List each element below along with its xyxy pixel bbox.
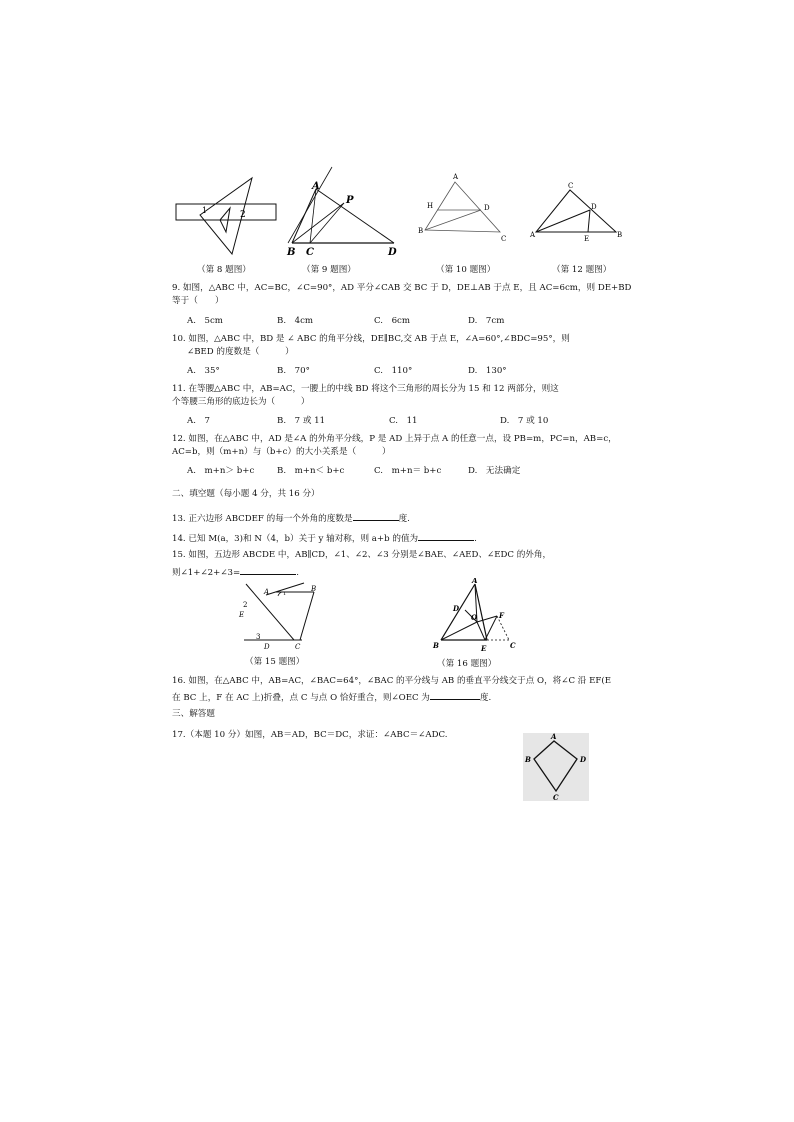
fig9-label-C: C — [306, 247, 314, 258]
fig16-label-D: D — [453, 604, 460, 613]
fig16-label-F: F — [499, 611, 504, 620]
q12-option-c: C. m+n＝ b+c — [374, 466, 442, 476]
q9-option-d: D. 7cm — [468, 316, 505, 326]
q12-option-b: B. m+n＜ b+c — [277, 466, 345, 476]
figure-12 — [528, 180, 628, 245]
q15-line1: 15. 如图，五边形 ABCDE 中，AB∥CD，∠1、∠2、∠3 分别是∠BAE、∠AED、∠EDC 的外角， — [172, 550, 552, 560]
q15-text: 则∠1+∠2+∠3= — [172, 568, 241, 578]
q9-option-b: B. 4cm — [277, 316, 314, 326]
q13-tail: 度. — [398, 514, 410, 524]
fig17-label-B: B — [525, 755, 531, 764]
q10-line2: ∠BED 的度数是（ ） — [187, 347, 294, 357]
q13-text: 13. 正六边形 ABCDEF 的每一个外角的度数是 — [172, 514, 353, 524]
figure-8 — [170, 170, 280, 260]
q14 — [172, 531, 477, 545]
q11-option-a: A. 7 — [187, 416, 210, 426]
q16-line1: 16. 如图，在△ABC 中，AB=AC，∠BAC=64°，∠BAC 的平分线与 AB 的垂直平分线交于点 O，将∠C 沿 EF(E — [172, 676, 611, 686]
q17: 17.（本题 10 分）如图，AB＝AD，BC＝DC，求证：∠ABC＝∠ADC. — [172, 730, 448, 740]
q9-line2: 等于（ ） — [172, 296, 224, 306]
q12-line2: AC=b，则（m+n）与（b+c）的大小关系是（ ） — [172, 447, 391, 457]
q10-option-a: A. 35° — [187, 366, 220, 376]
caption-fig12: （第 12 题图） — [552, 265, 612, 275]
q14-blank — [418, 531, 474, 541]
q13 — [172, 511, 410, 525]
q10-line1: 10. 如图，△ABC 中，BD 是 ∠ ABC 的角平分线，DE∥BC,交 AB 于点 E，∠A=60°,∠BDC=95°，则 — [172, 334, 570, 344]
figure-9 — [282, 165, 407, 260]
fig9-label-P: P — [346, 195, 354, 206]
q12-option-a: A. m+n＞ b+c — [187, 466, 255, 476]
fig12-label-D: D — [591, 203, 597, 211]
caption-fig15: （第 15 题图） — [245, 657, 305, 667]
fig15-label-E: E — [239, 611, 245, 619]
fig10-label-C: C — [501, 235, 507, 243]
caption-fig10: （第 10 题图） — [436, 265, 496, 275]
q9-option-a: A. 5cm — [187, 316, 223, 326]
q16-text: 在 BC 上，F 在 AC 上)折叠，点 C 与点 O 恰好重合，则∠OEC 为 — [172, 693, 430, 703]
q16-tail: 度. — [479, 693, 492, 703]
fig10-label-H: H — [427, 202, 434, 210]
fig9-label-A: A — [312, 181, 320, 192]
q10-option-d: D. 130° — [468, 366, 507, 376]
q15-tail: . — [296, 568, 299, 578]
fig17-label-A: A — [551, 733, 557, 741]
fig8-label-1: 1 — [202, 206, 208, 215]
q16-line2 — [172, 690, 491, 704]
fig15-label-A: A — [264, 588, 270, 596]
fig17-label-D: D — [580, 755, 587, 764]
caption-fig16: （第 16 题图） — [437, 659, 497, 669]
fig15-label-C: C — [295, 643, 301, 651]
fig15-label-B: B — [311, 585, 317, 593]
figure-16 — [425, 578, 535, 656]
fig15-label-D: D — [264, 643, 270, 651]
fig12-label-E: E — [584, 235, 590, 243]
q10-option-b: B. 70° — [277, 366, 310, 376]
fig9-label-B: B — [287, 247, 296, 258]
section2-heading: 二、填空题（每小题 4 分，共 16 分） — [172, 489, 320, 499]
fig12-label-A: A — [530, 231, 536, 239]
q14-text: 14. 已知 M(a，3)和 N（4，b）关于 y 轴对称，则 a+b 的值为 — [172, 534, 419, 544]
q10-option-c: C. 110° — [374, 366, 413, 376]
fig9-label-D: D — [388, 247, 397, 258]
fig16-label-B: B — [433, 641, 439, 650]
fig12-label-C: C — [568, 182, 574, 190]
q12-line1: 12. 如图，在△ABC 中，AD 是∠A 的外角平分线，P 是 AD 上异于点 A 的任意一点，设 PB=m，PC=n，AB=c， — [172, 434, 617, 444]
q15-blank — [240, 565, 296, 575]
q11-line2: 个等腰三角形的底边长为（ ） — [172, 397, 310, 407]
q13-blank — [353, 511, 399, 521]
q11-option-c: C. 11 — [389, 416, 418, 426]
fig16-label-O: O — [471, 613, 478, 622]
fig17-label-C: C — [553, 793, 559, 801]
caption-fig8: （第 8 题图） — [197, 265, 251, 275]
fig15-label-2: 2 — [243, 601, 248, 609]
q11-line1: 11. 在等腰△ABC 中，AB=AC，一腰上的中线 BD 将这个三角形的周长分为 15 和 12 两部分，则这 — [172, 384, 559, 394]
q11-option-b: B. 7 或 11 — [277, 416, 326, 426]
figure-15 — [228, 578, 348, 653]
section3-heading: 三、解答题 — [172, 709, 215, 719]
fig16-label-C: C — [510, 641, 516, 650]
caption-fig9: （第 9 题图） — [302, 265, 356, 275]
q9-line1: 9. 如图，△ABC 中，AC=BC，∠C=90°，AD 平分∠CAB 交 BC 于 D，DE⊥AB 于点 E，且 AC=6cm，则 DE+BD — [172, 283, 632, 293]
q15-line2 — [172, 565, 299, 579]
fig12-label-B: B — [617, 231, 623, 239]
figure-10 — [415, 170, 515, 250]
fig15-label-3: 3 — [256, 633, 261, 641]
q9-option-c: C. 6cm — [374, 316, 411, 326]
fig16-label-E: E — [481, 644, 487, 653]
fig10-label-B: B — [418, 227, 424, 235]
fig16-label-A: A — [472, 578, 478, 585]
fig15-label-1: 1 — [283, 591, 287, 597]
q12-option-d: D. 无法确定 — [468, 466, 521, 476]
fig8-label-2: 2 — [240, 210, 246, 220]
fig10-label-A: A — [453, 173, 459, 181]
q16-blank — [430, 690, 480, 700]
figure-17 — [523, 733, 589, 801]
fig10-label-D: D — [484, 204, 490, 212]
q14-tail: . — [474, 534, 477, 544]
q11-option-d: D. 7 或 10 — [500, 416, 549, 426]
